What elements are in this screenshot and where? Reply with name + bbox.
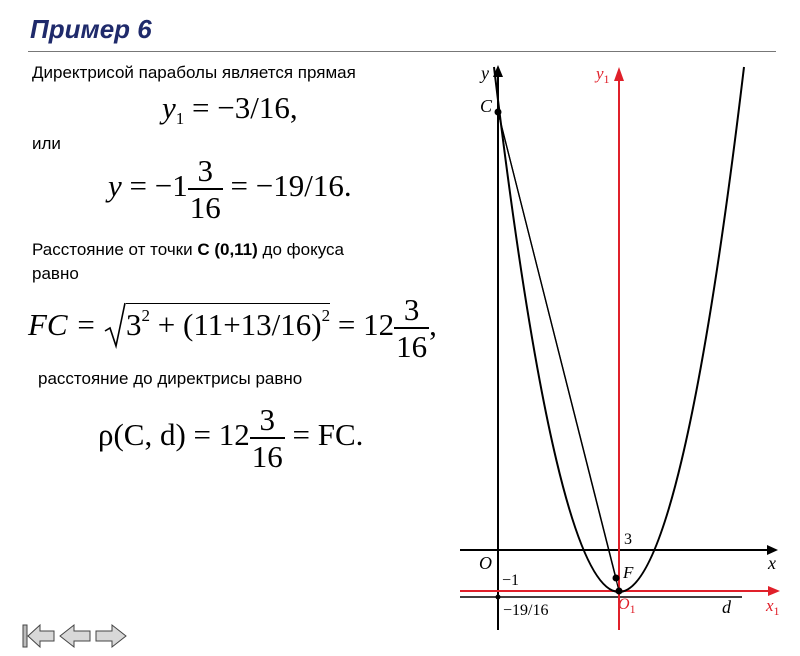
distance-point: C (0,11): [197, 240, 258, 259]
parabola-figure: [450, 55, 795, 640]
eq3-post: ,: [429, 307, 437, 343]
sqrt-sign-icon: [104, 301, 126, 349]
label-minus19-16: −19/16: [503, 602, 549, 619]
x1-axis-arrow-icon: [768, 586, 780, 596]
eq2-fraction: [188, 155, 223, 223]
eq4-fraction: [250, 404, 285, 472]
label-y: y: [481, 63, 489, 83]
eq3-den: 16: [396, 329, 428, 364]
page-title: Пример 6: [30, 14, 152, 44]
label-x: x: [768, 553, 776, 573]
eq3-num: 3: [403, 292, 420, 327]
back-arrow-icon[interactable]: [60, 625, 90, 647]
label-y1: $y_1$: [596, 64, 610, 86]
label-x1: $x_1$: [766, 596, 780, 618]
label-c: C: [480, 96, 493, 116]
eq2-lhs: y: [108, 168, 122, 204]
distance-text: [32, 240, 344, 260]
eq4-den: 16: [251, 439, 283, 474]
eq1-sub: 1: [175, 109, 185, 128]
or-word: или: [32, 134, 61, 153]
directrix-intro-text: Директрисой параболы является прямая: [32, 63, 356, 82]
point-o1: [616, 588, 623, 595]
nav-bar: [22, 621, 132, 651]
label-o: O: [479, 553, 492, 573]
point-f: [613, 575, 620, 582]
eq2-den: 16: [189, 190, 221, 225]
distance-text-pre: Расстояние от точки: [32, 240, 198, 259]
point-c: [495, 109, 502, 116]
eq4-num: 3: [259, 402, 276, 437]
point-directrix-on-y: [496, 595, 501, 600]
label-3: 3: [624, 531, 632, 548]
eq3-lhs: FC =: [28, 307, 97, 343]
distance-text-post: до фокуса: [257, 240, 344, 259]
eq2-post: = −19/16.: [230, 168, 352, 204]
label-f: F: [623, 563, 634, 582]
eq4-lhs: ρ(C, d) = 12: [98, 417, 250, 453]
equation-rho: [98, 404, 363, 472]
label-minus1: −1: [502, 572, 520, 589]
eq3-eq: = 12: [330, 307, 395, 343]
eq3-sqrt: [104, 301, 330, 349]
eq3-rad-plus: +: [150, 307, 184, 343]
eq3-rad-a-pow: 2: [141, 306, 151, 326]
directrix-distance-text: расстояние до директрисы равно: [38, 369, 303, 388]
eq1-lhs: y: [162, 90, 176, 125]
eq3-rad-a: 3: [126, 307, 142, 343]
eq4-post: = FC.: [292, 417, 364, 453]
equation-fc: [28, 294, 437, 362]
distance-text-line2: равно: [32, 264, 79, 283]
forward-arrow-icon[interactable]: [96, 625, 126, 647]
label-d: d: [722, 597, 731, 617]
eq3-fraction: [394, 294, 429, 362]
equation-directrix-y: [108, 155, 352, 223]
y1-axis-arrow-icon: [614, 67, 624, 81]
eq2-num: 3: [197, 153, 213, 188]
eq1-rhs: = −3/16,: [192, 90, 298, 125]
eq3-rad-b: (11+13/16): [183, 307, 322, 343]
title-divider: [28, 51, 776, 52]
equation-directrix-y1: [162, 90, 298, 129]
segment-c-vertex: [498, 112, 619, 591]
home-arrow-icon[interactable]: [23, 625, 54, 647]
label-o1: $O_1$: [618, 596, 636, 616]
eq3-rad-b-pow: 2: [321, 306, 331, 326]
nav-buttons: [22, 621, 132, 651]
eq2-pre: = −1: [129, 168, 188, 204]
